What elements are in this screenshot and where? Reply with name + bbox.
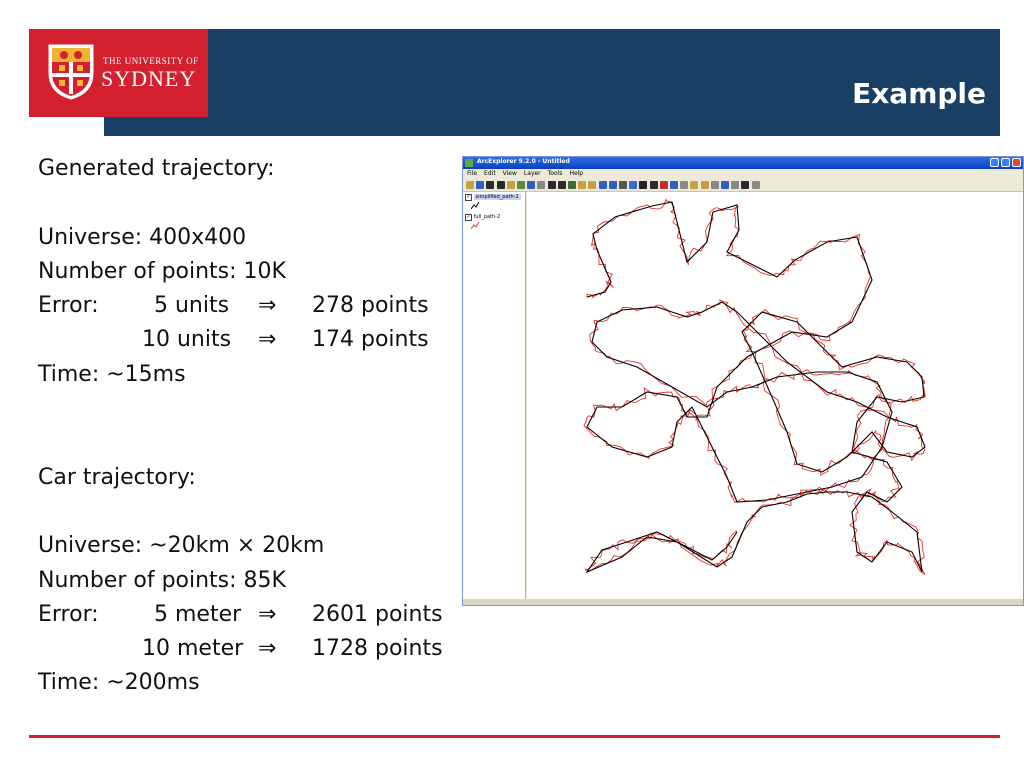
toolbar-button[interactable] (537, 181, 545, 189)
toolbar-button[interactable] (701, 181, 709, 189)
menu-bar (463, 169, 1023, 179)
footer-rule (29, 735, 1000, 738)
slide-title: Example (852, 77, 986, 110)
full-path-line (584, 200, 925, 575)
line-symbol-icon (471, 202, 479, 210)
logo-text-line2: SYDNEY (101, 66, 197, 91)
generated-error-row-1 (38, 289, 443, 323)
simplified-path-line (587, 202, 925, 572)
app-icon (465, 159, 473, 167)
toolbar-button[interactable] (527, 181, 535, 189)
toolbar-button[interactable] (639, 181, 647, 189)
toolbar-button[interactable] (476, 181, 484, 189)
error-result: 174 points (312, 327, 429, 353)
menu-edit[interactable]: Edit (484, 170, 496, 177)
generated-error-row-2 (38, 323, 443, 357)
university-logo (29, 29, 208, 117)
logo-text-line1: THE UNIVERSITY OF (103, 56, 199, 66)
menu-help[interactable]: Help (569, 170, 584, 177)
error-result: 278 points (312, 293, 429, 319)
toolbar-button[interactable] (497, 181, 505, 189)
implies-icon: ⇒ (258, 327, 277, 353)
menu-layer[interactable]: Layer (523, 170, 541, 177)
slide-body (38, 152, 443, 701)
car-title: Car trajectory: (38, 464, 196, 490)
toolbar-button[interactable] (568, 181, 576, 189)
maximize-button[interactable] (1001, 158, 1010, 167)
toolbar-button[interactable] (660, 181, 668, 189)
error-label: Error: (38, 601, 99, 627)
error-result: 1728 points (312, 636, 443, 662)
menu-file[interactable]: File (467, 170, 478, 177)
car-error-row-2 (38, 632, 443, 666)
trajectory-map (527, 192, 1023, 599)
layer-checkbox[interactable]: ✓ (466, 194, 471, 200)
layer-name: full_path-2 (473, 214, 501, 220)
table-of-contents (463, 192, 526, 599)
toolbar-button[interactable] (558, 181, 566, 189)
toolbar-button[interactable] (619, 181, 627, 189)
implies-icon: ⇒ (258, 636, 277, 662)
layer-item-full[interactable] (465, 214, 500, 221)
map-view[interactable] (527, 192, 1023, 599)
error-label: Error: (38, 293, 99, 319)
toolbar-button[interactable] (609, 181, 617, 189)
toolbar-button[interactable] (578, 181, 586, 189)
line-symbol-icon (471, 222, 479, 230)
status-bar (463, 599, 1023, 605)
car-time: Time: ~200ms (38, 670, 200, 696)
toolbar-button[interactable] (670, 181, 678, 189)
minimize-button[interactable] (990, 158, 999, 167)
implies-icon: ⇒ (258, 601, 277, 627)
toolbar-button[interactable] (690, 181, 698, 189)
layer-checkbox[interactable]: ✓ (466, 214, 471, 220)
toolbar-button[interactable] (741, 181, 749, 189)
car-error-row-1 (38, 598, 443, 632)
toolbar-button[interactable] (711, 181, 719, 189)
window-titlebar (463, 157, 1023, 169)
layer-item-simplified[interactable] (465, 194, 521, 201)
toolbar-button[interactable] (466, 181, 474, 189)
toolbar-button[interactable] (629, 181, 637, 189)
toolbar-button[interactable] (680, 181, 688, 189)
toolbar-button[interactable] (752, 181, 760, 189)
arcexplorer-window (462, 156, 1024, 606)
generated-title: Generated trajectory: (38, 156, 275, 181)
implies-icon: ⇒ (258, 293, 277, 319)
car-universe: Universe: ~20km × 20km (38, 533, 325, 559)
close-button[interactable] (1012, 158, 1021, 167)
toolbar-button[interactable] (650, 181, 658, 189)
error-tolerance: 10 units (142, 327, 232, 353)
generated-points: Number of points: 10K (38, 258, 286, 284)
toolbar-button[interactable] (599, 181, 607, 189)
toolbar-button[interactable] (721, 181, 729, 189)
menu-tools[interactable]: Tools (547, 170, 563, 177)
toolbar-button[interactable] (548, 181, 556, 189)
error-tolerance: 5 units (154, 293, 230, 319)
generated-universe: Universe: 400x400 (38, 224, 247, 250)
window-title: ArcExplorer 9.2.0 - Untitled (477, 158, 570, 165)
toolbar-button[interactable] (486, 181, 494, 189)
layer-name: simplified_path-2 (475, 194, 519, 200)
error-tolerance: 10 meter (142, 636, 244, 662)
toolbar-button[interactable] (731, 181, 739, 189)
crest-icon (47, 43, 95, 101)
menu-view[interactable]: View (502, 170, 517, 177)
error-tolerance: 5 meter (154, 601, 242, 627)
generated-time: Time: ~15ms (38, 361, 186, 387)
car-points: Number of points: 85K (38, 567, 286, 593)
toolbar (463, 179, 1023, 192)
toolbar-button[interactable] (517, 181, 525, 189)
error-result: 2601 points (312, 601, 443, 627)
toolbar-button[interactable] (588, 181, 596, 189)
toolbar-button[interactable] (507, 181, 515, 189)
